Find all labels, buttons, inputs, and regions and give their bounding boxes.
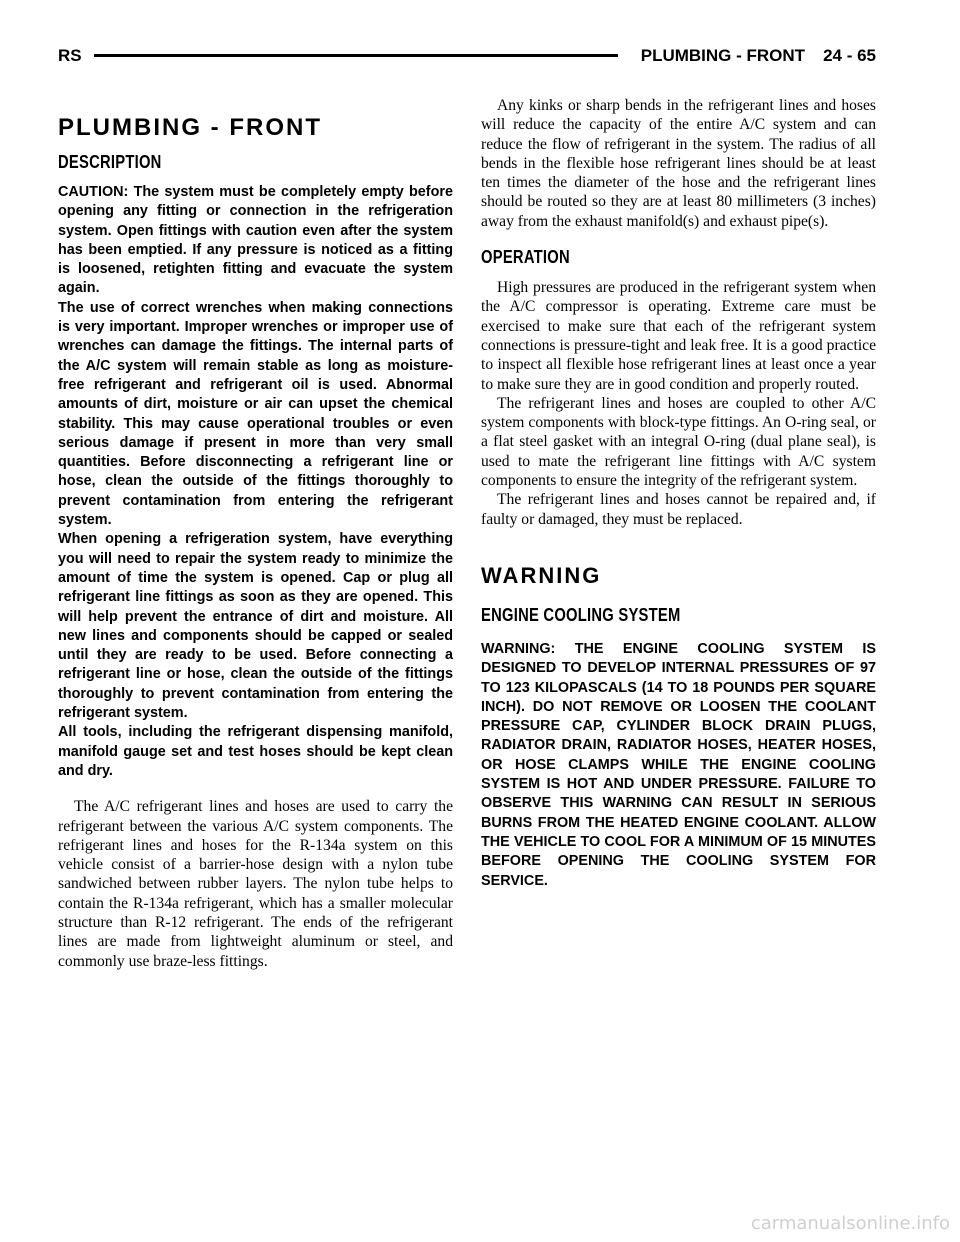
caution-paragraph-2: The use of correct wrenches when making connections is very important. Improper wrenches or improper use of wrenches can damage the fittings. The internal parts of the A/C system will remain stable as long as moisture-free refrigerant and refrigerant oil is used. Abnormal amounts of dirt, moisture or air can upset the chemical stability. This may cause operational troubles or even serious damage if present in more than very small quantities. Before disconnecting a refrigerant line or hose, clean the outside of the fittings thoroughly to prevent contamination from entering the refrigerant system. (58, 299, 453, 529)
left-column (58, 100, 453, 971)
warning-text: WARNING: THE ENGINE COOLING SYSTEM IS DESIGNED TO DEVELOP INTERNAL PRESSURES OF 97 TO 123 KILOPASCALS (14 TO 18 POUNDS PER SQUARE INCH). DO NOT REMOVE OR LOOSEN THE COOLANT PRESSURE CAP, CYLINDER BLOCK DRAIN PLUGS, RADIATOR DRAIN, RADIATOR HOSES, HEATER HOSES, OR HOSE CLAMPS WHILE THE ENGINE COOLING SYSTEM IS HOT AND UNDER PRESSURE. FAILURE TO OBSERVE THIS WARNING CAN RESULT IN SERIOUS BURNS FROM THE HEATED ENGINE COOLANT. ALLOW THE VEHICLE TO COOL FOR A MINIMUM OF 15 MINUTES BEFORE OPENING THE COOLING SYSTEM FOR SERVICE. (481, 640, 876, 889)
operation-paragraph-3: The refrigerant lines and hoses cannot be repaired and, if faulty or damaged, they must be replaced. (481, 491, 876, 528)
caution-paragraph-3: When opening a refrigeration system, have everything you will need to repair the system ready to minimize the amount of time the system is opened. Cap or plug all refrigerant line fittings as soon as they are opened. This will help prevent the entrance of dirt and moisture. All new lines and components should be capped or sealed until they are ready to be used. Before connecting a refrigerant line or hose, clean the outside of the fittings thoroughly to prevent contamination from entering the refrigerant system. (58, 531, 453, 722)
right-column (481, 96, 876, 907)
header-model-code: RS (58, 46, 82, 65)
cooling-system-heading: ENGINE COOLING SYSTEM (481, 604, 681, 625)
bends-paragraph: Any kinks or sharp bends in the refrigerant lines and hoses will reduce the capacity of the entire A/C system and can reduce the flow of refrigerant in the system. The radius of all bends in the flexible hose refrigerant lines should be at least ten times the diameter of the hose and the refrigerant lines should be routed so they are at least 80 millimeters (3 inches) away from the exhaust manifold(s) and exhaust pipe(s). (481, 97, 876, 230)
operation-paragraph-2: The refrigerant lines and hoses are coupled to other A/C system components with block-type fittings. An O-ring seal, or a flat steel gasket with an integral O-ring (dual plane seal), is used to mate the refrigerant line fittings with A/C system components to ensure the integrity of the refrigerant system. (481, 394, 876, 490)
page-title: PLUMBING - FRONT (58, 114, 322, 141)
warning-title: WARNING (481, 562, 602, 588)
page-header (58, 46, 876, 68)
watermark: carmanualsonline.info (750, 1213, 950, 1234)
caution-paragraph-4: All tools, including the refrigerant dispensing manifold, manifold gauge set and test hoses should be kept clean and dry. (58, 724, 453, 779)
operation-paragraph-1: High pressures are produced in the refrigerant system when the A/C compressor is operating. Extreme care must be exercised to make sure that each of the refrigerant system connections is pressure-tight and leak free. It is a good practice to inspect all flexible hose refrigerant lines at least once a year to make sure they are in good condition and properly routed. (481, 279, 876, 393)
header-rule (94, 54, 618, 57)
description-paragraph: The A/C refrigerant lines and hoses are used to carry the refrigerant between the various A/C system components. The refrigerant lines and hoses for the R-134a system on this vehicle consist of a barrier-hose design with a nylon tube sandwiched between rubber layers. The nylon tube helps to contain the R-134a refrigerant, which has a smaller molecular structure than R-12 refrigerant. The ends of the refrigerant lines are made from lightweight aluminum or steel, and commonly use braze-less fittings. (58, 798, 453, 970)
header-right (641, 46, 876, 66)
caution-block (58, 183, 453, 781)
description-heading: DESCRIPTION (58, 152, 162, 172)
operation-heading: OPERATION (481, 247, 570, 268)
header-page-number: 24 - 65 (823, 46, 876, 65)
header-section-title: PLUMBING - FRONT (640, 46, 806, 65)
caution-paragraph-1: CAUTION: The system must be completely empty before opening any fitting or connection in the refrigeration system. Open fittings with caution even after the system has been emptied. If any pressure is noticed as a fitting is loosened, retighten fitting and evacuate the system again. (58, 184, 453, 297)
